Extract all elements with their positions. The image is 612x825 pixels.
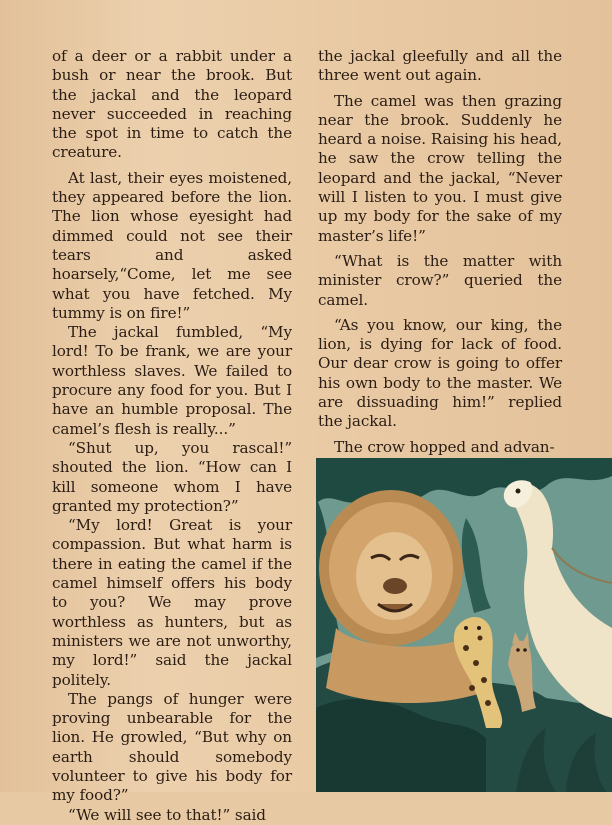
paragraph: “What is the matter with minister crow?” queried the camel. xyxy=(318,251,562,309)
paragraph: “Shut up, you rascal!” shouted the lion. “How can I kill someone whom I have granted my protection?” xyxy=(52,438,292,515)
left-text-column xyxy=(52,47,292,825)
lion-nose xyxy=(383,578,407,594)
paragraph: At last, their eyes moistened, they appeared before the lion. The lion whose eyesight had dimmed could not see their tears and asked hoarsely,“Come, let me see what you have fetched. My tummy is on fire!” xyxy=(52,168,292,322)
paragraph: the jackal gleefully and all the three went out again. xyxy=(318,47,562,85)
paragraph: “As you know, our king, the lion, is dying for lack of food. Our dear crow is going to offer his own body to the master. We are dissuading him!” replied the jackal. xyxy=(318,315,562,431)
illustration-art xyxy=(316,458,612,792)
paragraph: The crow hopped and advan- xyxy=(334,437,555,456)
paragraph: “My lord! Great is your compassion. But what harm is there in eating the camel if the camel himself offers his body to you? We may prove worthless as hunters, but as ministers we are not unworthy, my lord!” said the jackal politely. xyxy=(52,516,292,689)
paragraph: The camel was then grazing near the brook. Suddenly he heard a noise. Raising his head, he saw the crow telling the leopard and the jackal, “Never will I listen to you. I must give up my body for the sake of my master’s life!” xyxy=(318,91,562,245)
paragraph: The jackal fumbled, “My lord! To be frank, we are your worthless slaves. We failed to procure any food for you. But I have an humble proposal. The camel’s flesh is really...” xyxy=(52,323,292,438)
jungle-illustration xyxy=(316,458,612,792)
paragraph: The pangs of hunger were proving unbearable for the lion. He growled, “But why on earth should somebody volunteer to give his body for my food?” xyxy=(52,689,292,805)
paragraph: “We will see to that!” said xyxy=(68,805,266,824)
paragraph: of a deer or a rabbit under a bush or near the brook. But the jackal and the leopard never succeeded in reaching the spot in time to catch the creature. xyxy=(52,47,292,162)
right-text-column xyxy=(318,47,562,457)
